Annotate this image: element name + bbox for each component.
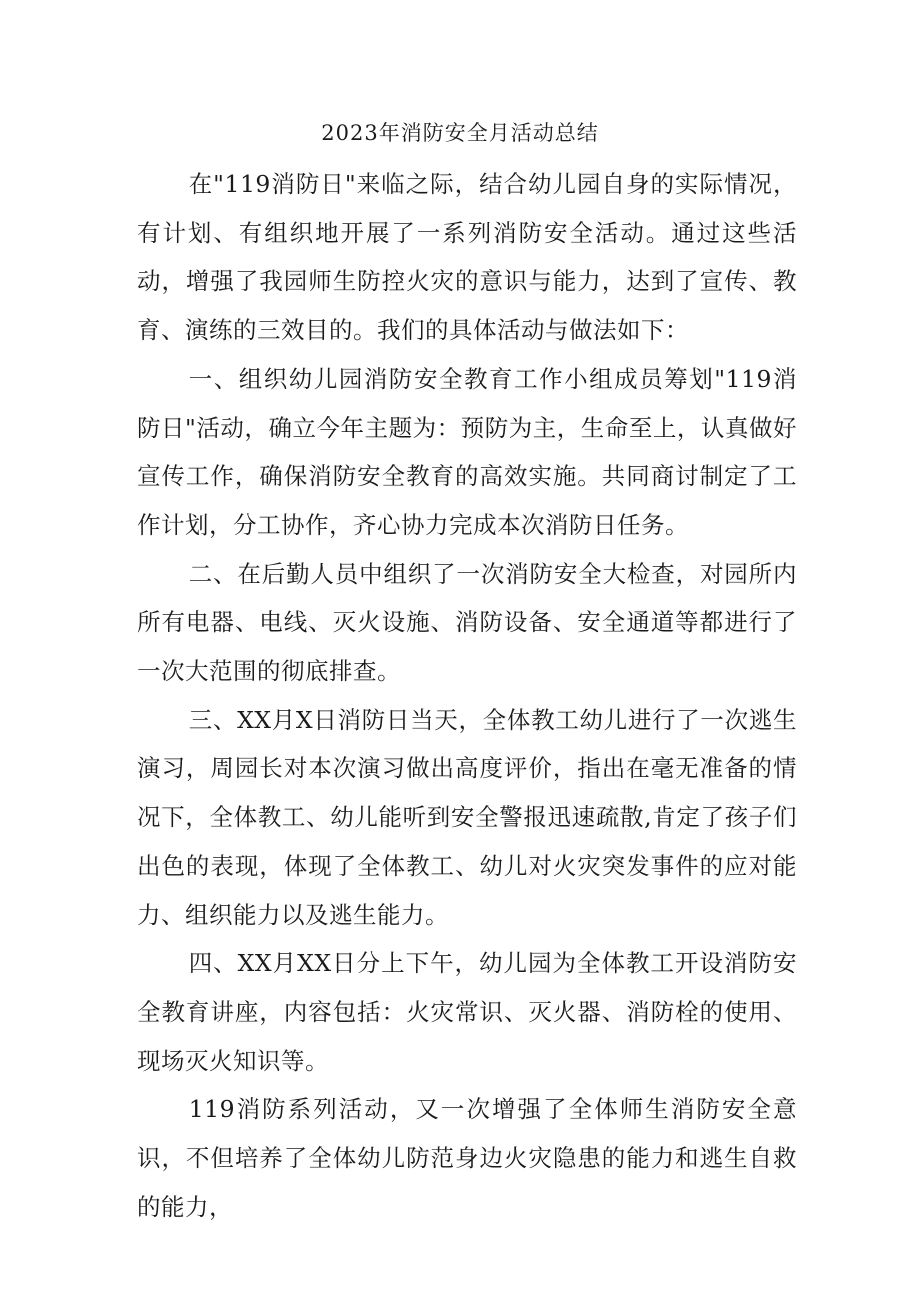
paragraph-conclusion: 119消防系列活动，又一次增强了全体师生消防安全意识，不但培养了全体幼儿防范身边火灾隐患的能力和逃生自救的能力， <box>137 1095 797 1221</box>
paragraph-intro: 在"119消防日"来临之际，结合幼儿园自身的实际情况，有计划、有组织地开展了一系列消防安全活动。通过这些活动，增强了我园师生防控火灾的意识与能力，达到了宣传、教育、演练的三效目的。我们的具体活动与做法如下： <box>137 170 797 345</box>
paragraph-item-3: 三、XX月X日消防日当天，全体教工幼儿进行了一次逃生演习，周园长对本次演习做出高度评价，指出在毫无准备的情况下，全体教工、幼儿能听到安全警报迅速疏散,肯定了孩子们出色的表现，体现了全体教工、幼儿对火灾突发事件的应对能力、组织能力以及逃生能力。 <box>137 705 797 929</box>
paragraph-item-1: 一、组织幼儿园消防安全教育工作小组成员筹划"119消防日"活动，确立今年主题为：预防为主，生命至上，认真做好宣传工作，确保消防安全教育的高效实施。共同商讨制定了工作计划，分工协作，齐心协力完成本次消防日任务。 <box>137 364 797 539</box>
document-body <box>137 160 797 1231</box>
paragraph-item-4: 四、XX月XX日分上下午，幼儿园为全体教工开设消防安全教育讲座，内容包括：火灾常识、灭火器、消防栓的使用、现场灭火知识等。 <box>137 949 797 1075</box>
document-title: 2023年消防安全月活动总结 <box>321 121 599 145</box>
paragraph-item-2: 二、在后勤人员中组织了一次消防安全大检查，对园所内所有电器、电线、灭火设施、消防设备、安全通道等都进行了一次大范围的彻底排查。 <box>137 559 797 686</box>
